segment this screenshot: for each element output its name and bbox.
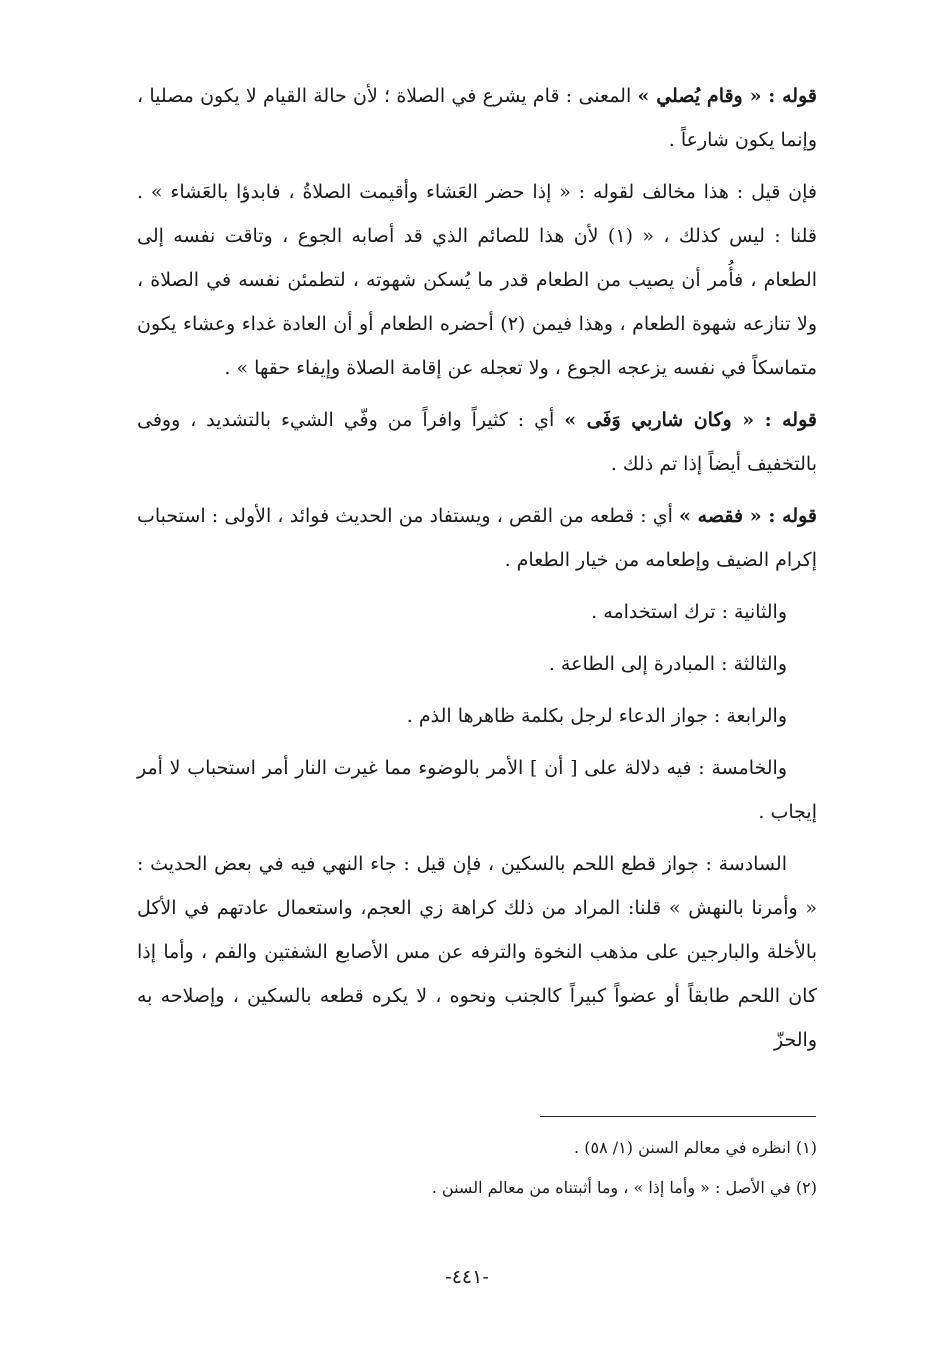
paragraph-text: والخامسة : فيه دلالة على [ أن ] الأمر بالوضوء مما غيرت النار أمر استحباب لا أمر إيجاب .: [137, 757, 817, 823]
footnotes: [137, 1128, 817, 1208]
paragraph-text: أي : قطعه من القص ، ويستفاد من الحديث فوائد ، الأولى : استحباب إكرام الضيف وإطعامه من خيار الطعام .: [137, 505, 817, 571]
paragraph-6: [137, 642, 817, 686]
paragraph-text: والثانية : ترك استخدامه .: [591, 601, 787, 623]
paragraph-4: [137, 494, 817, 582]
paragraph-text: والثالثة : المبادرة إلى الطاعة .: [548, 653, 787, 675]
paragraph-text: السادسة : جواز قطع اللحم بالسكين ، فإن قيل : جاء النهي فيه في بعض الحديث : « وأمرنا بالنهش » قلنا: المراد من ذلك كراهة زي العجم، واستعمال عادتهم في الأكل بالأخلة والبارجين على مذهب النخوة والترفه عن مس الأصابع الشفتين والفم ، وأما إذا كان اللحم طابقاً أو عضواً كبيراً كالجنب ونحوه ، لا يكره قطعه بالسكين ، وإصلاحه به والحزّ: [137, 853, 818, 1051]
paragraph-8: [137, 746, 817, 834]
paragraph-text: أي : كثيراً وافراً من وفّي الشيء بالتشديد ، ووفى بالتخفيف أيضاً إذا تم ذلك .: [137, 409, 817, 475]
paragraph-5: [137, 590, 817, 634]
paragraph-lead: قوله : « وقام يُصلي »: [637, 85, 817, 107]
paragraph-9: [137, 842, 817, 1062]
footnote-divider: [540, 1116, 816, 1117]
paragraph-3: [137, 398, 817, 486]
footnote-2: (٢) في الأصل : « وأما إذا » ، وما أثبتناه من معالم السنن .: [431, 1178, 817, 1197]
paragraph-7: [137, 694, 817, 738]
paragraph-1: [137, 74, 817, 162]
page-number: -٤٤١-: [445, 1266, 489, 1288]
paragraph-text: المعنى : قام يشرع في الصلاة ؛ لأن حالة القيام لا يكون مصليا ، وإنما يكون شارعاً .: [137, 85, 817, 151]
paragraph-2: [137, 170, 817, 390]
footnote-1: (١) انظره في معالم السنن (١/ ٥٨) .: [574, 1138, 817, 1157]
paragraph-text: والرابعة : جواز الدعاء لرجل بكلمة ظاهرها الذم .: [406, 705, 787, 727]
paragraph-text: فإن قيل : هذا مخالف لقوله : « إذا حضر العَشاء وأقيمت الصلاةُ ، فابدؤا بالعَشاء » . قلنا : ليس كذلك ، « (١) لأن هذا للصائم الذي قد أصابه الجوع ، وتاقت نفسه إلى الطعام ، فأُمر أن يصيب من الطعام قدر ما يُسكن شهوته ، لتطمئن نفسه في الصلاة ، ولا تنازعه شهوة الطعام ، وهذا فيمن (٢) أحضره الطعام أو أن العادة غداء وعشاء يكون متماسكاً في نفسه يزعجه الجوع ، ولا تعجله عن إقامة الصلاة وإيفاء حقها » .: [137, 181, 818, 379]
paragraph-lead: قوله : « وكان شاربي وَفَى »: [564, 409, 817, 431]
paragraph-lead: قوله : « فقصه »: [679, 505, 818, 527]
main-text: [137, 74, 817, 1070]
